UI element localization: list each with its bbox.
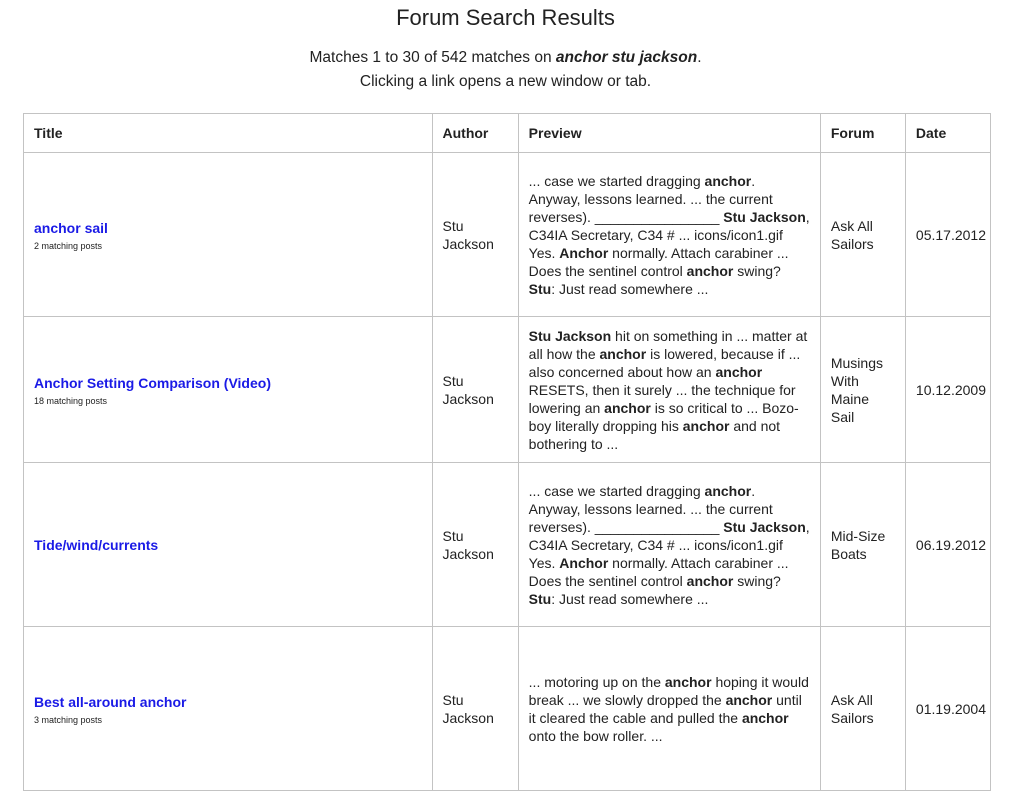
forum-cell: Ask All Sailors (820, 627, 905, 791)
thread-title-link[interactable]: Best all-around anchor (34, 693, 187, 710)
summary-prefix: Matches 1 to 30 of 542 matches on (309, 49, 556, 66)
author-cell: Stu Jackson (432, 627, 518, 791)
title-cell (24, 627, 433, 791)
table-row (24, 463, 991, 627)
table-row (24, 627, 991, 791)
matching-posts-count: 3 matching posts (34, 714, 103, 725)
preview-cell: ... motoring up on the anchor hoping it would break ... we slowly dropped the anchor until it cleared the cable and pulled the anchor onto the bow roller. ... (518, 627, 820, 791)
table-row (24, 317, 991, 463)
date-cell: 06.19.2012 (905, 463, 990, 627)
author-cell: Stu Jackson (432, 463, 518, 627)
matching-posts-count: 18 matching posts (34, 395, 108, 406)
author-cell: Stu Jackson (432, 153, 518, 317)
header-row (24, 114, 991, 153)
header-preview: Preview (518, 114, 820, 153)
page-header (0, 0, 1011, 94)
header-title: Title (24, 114, 433, 153)
thread-title-link[interactable]: Tide/wind/currents (34, 536, 159, 553)
header-author: Author (432, 114, 518, 153)
results-table (23, 113, 991, 791)
preview-cell: Stu Jackson hit on something in ... matter at all how the anchor is lowered, because if ... also concerned about how an anchor RESETS, then it surely ... the technique for lowering an anchor is so critical to ... Bozo-boy literally dropping his anchor and not bothering to ... (518, 317, 820, 463)
title-cell (24, 463, 433, 627)
preview-cell: ... case we started dragging anchor. Anyway, lessons learned. ... the current reverses). ________________ Stu Jackson, C34IA Secretary, C34 # ... icons/icon1.gif Yes. Anchor normally. Attach carabiner ... Does the sentinel control anchor swing? Stu: Just read somewhere ... (518, 463, 820, 627)
thread-title-link[interactable]: Anchor Setting Comparison (Video) (34, 374, 271, 391)
search-summary (0, 46, 1011, 94)
forum-cell: Musings With Maine Sail (820, 317, 905, 463)
author-cell: Stu Jackson (432, 317, 518, 463)
page-title: Forum Search Results (396, 5, 615, 30)
results-table-header (24, 114, 991, 153)
header-date: Date (905, 114, 990, 153)
forum-cell: Ask All Sailors (820, 153, 905, 317)
date-cell: 10.12.2009 (905, 317, 990, 463)
header-forum: Forum (820, 114, 905, 153)
preview-cell: ... case we started dragging anchor. Anyway, lessons learned. ... the current reverses). ________________ Stu Jackson, C34IA Secretary, C34 # ... icons/icon1.gif Yes. Anchor normally. Attach carabiner ... Does the sentinel control anchor swing? Stu: Just read somewhere ... (518, 153, 820, 317)
table-row (24, 153, 991, 317)
date-cell: 05.17.2012 (905, 153, 990, 317)
summary-suffix: . (697, 49, 702, 66)
title-cell (24, 153, 433, 317)
new-window-note: Clicking a link opens a new window or tab. (359, 73, 652, 90)
thread-title-link[interactable]: anchor sail (34, 219, 108, 236)
title-cell (24, 317, 433, 463)
date-cell: 01.19.2004 (905, 627, 990, 791)
results-table-body (24, 153, 991, 791)
forum-cell: Mid-Size Boats (820, 463, 905, 627)
search-query: anchor stu jackson (555, 49, 698, 66)
matching-posts-count: 2 matching posts (34, 240, 103, 251)
match-summary-line (0, 46, 1011, 70)
